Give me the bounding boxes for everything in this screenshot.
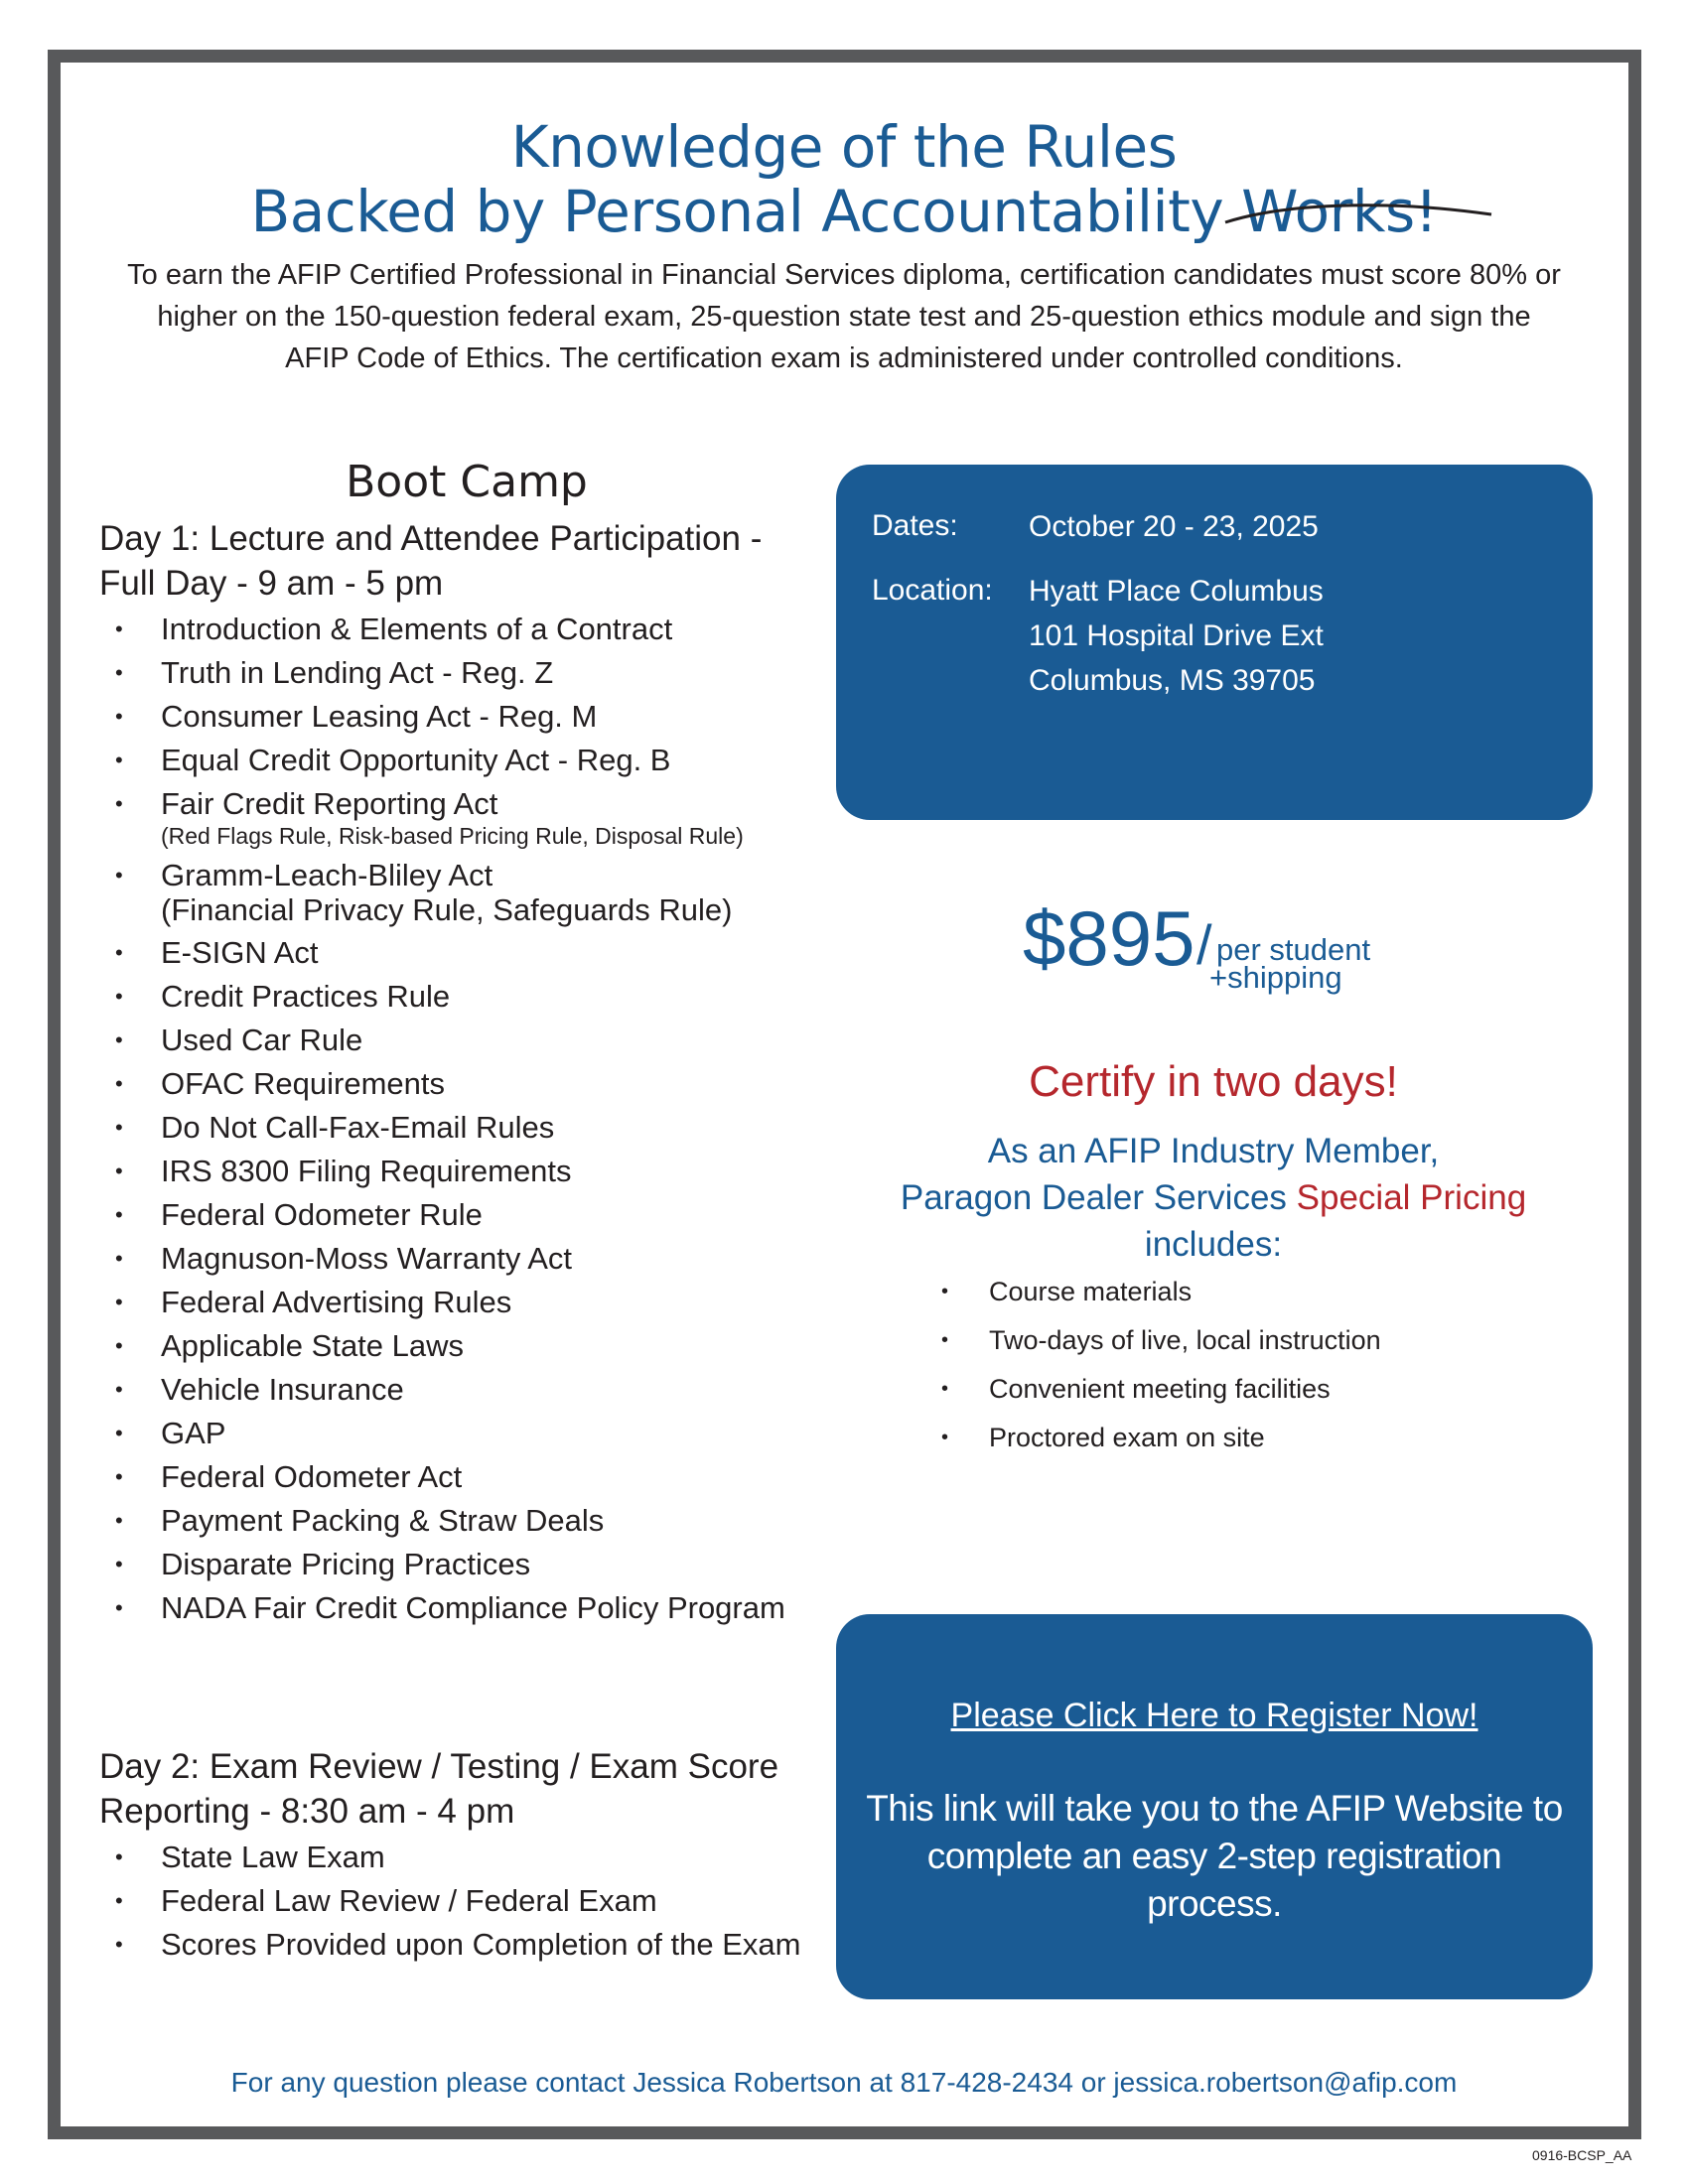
list-item: • Consumer Leasing Act - Reg. M	[99, 698, 834, 735]
price-amount: $895	[1023, 894, 1196, 982]
underline-swoosh-icon	[1221, 199, 1499, 228]
location-line-2: 101 Hospital Drive Ext	[1029, 619, 1324, 652]
boot-camp-title: Boot Camp	[346, 457, 588, 507]
price-per-student: per student	[1216, 932, 1371, 967]
contact-line: For any question please contact Jessica Robertson at 817-428-2434 or jessica.robertson@afip.com	[230, 2067, 1458, 2098]
certify-heading: Certify in two days!	[1029, 1057, 1398, 1106]
list-item: • OFAC Requirements	[99, 1065, 834, 1102]
headline-line-2: Backed by Personal Accountability Works!	[250, 178, 1438, 245]
day1-topic-list	[99, 611, 834, 1633]
list-item: • E-SIGN Act	[99, 934, 834, 971]
dates-label: Dates:	[872, 509, 958, 542]
list-item: • Gramm-Leach-Bliley Act (Financial Privacy Rule, Safeguards Rule)	[99, 857, 834, 927]
includes-list	[933, 1275, 1529, 1469]
list-item: • Equal Credit Opportunity Act - Reg. B	[99, 742, 834, 778]
list-item: • Federal Odometer Rule	[99, 1196, 834, 1233]
glb-subtopics: (Financial Privacy Rule, Safeguards Rule)	[161, 892, 733, 927]
price-block	[1023, 893, 1440, 1023]
location-line-3: Columbus, MS 39705	[1029, 664, 1316, 697]
price-slash: /	[1196, 913, 1212, 976]
list-item: • Federal Law Review / Federal Exam	[99, 1882, 834, 1919]
document-code: 0916-BCSP_AA	[1532, 2147, 1632, 2163]
location-label: Location:	[872, 574, 993, 607]
register-box[interactable]	[836, 1614, 1593, 1999]
list-item: • Applicable State Laws	[99, 1327, 834, 1364]
list-item: • Convenient meeting facilities	[933, 1372, 1529, 1406]
list-item: • Payment Packing & Straw Deals	[99, 1502, 834, 1539]
fcra-subtopics: (Red Flags Rule, Risk-based Pricing Rule, Disposal Rule)	[161, 823, 744, 849]
list-item: • Two-days of live, local instruction	[933, 1323, 1529, 1357]
list-item: • Federal Odometer Act	[99, 1458, 834, 1495]
register-link[interactable]: Please Click Here to Register Now!	[950, 1697, 1478, 1734]
register-description: This link will take you to the AFIP Website to complete an easy 2-step registration process.	[866, 1788, 1563, 1924]
day2-topic-list	[99, 1839, 834, 1970]
list-item: • Credit Practices Rule	[99, 978, 834, 1015]
event-details-box	[836, 465, 1593, 820]
dates-value: October 20 - 23, 2025	[1029, 510, 1319, 543]
intro-paragraph: To earn the AFIP Certified Professional in Financial Services diploma, certification candidates must score 80% or higher on the 150-question federal exam, 25-question state test and 25-question ethics module and sign the AFIP Code of Ethics. The certification exam is administered under controlled conditions.	[127, 259, 1561, 374]
list-item: • Disparate Pricing Practices	[99, 1546, 834, 1582]
day1-heading: Day 1: Lecture and Attendee Participation - Full Day - 9 am - 5 pm	[99, 519, 763, 603]
list-item: • NADA Fair Credit Compliance Policy Program	[99, 1589, 834, 1626]
list-item: • Proctored exam on site	[933, 1421, 1529, 1454]
location-line-1: Hyatt Place Columbus	[1029, 575, 1324, 608]
list-item: • Truth in Lending Act - Reg. Z	[99, 654, 834, 691]
list-item: • Scores Provided upon Completion of the Exam	[99, 1926, 834, 1963]
list-item: • Introduction & Elements of a Contract	[99, 611, 834, 647]
price-shipping: +shipping	[1209, 960, 1342, 995]
list-item: • Course materials	[933, 1275, 1529, 1308]
list-item: • Magnuson-Moss Warranty Act	[99, 1240, 834, 1277]
list-item: • Federal Advertising Rules	[99, 1284, 834, 1320]
member-pricing-text: As an AFIP Industry Member, Paragon Dealer Services Special Pricing includes:	[900, 1132, 1527, 1264]
list-item: • IRS 8300 Filing Requirements	[99, 1153, 834, 1189]
list-item: • GAP	[99, 1415, 834, 1451]
headline-line-1: Knowledge of the Rules	[510, 113, 1178, 181]
list-item: • Do Not Call-Fax-Email Rules	[99, 1109, 834, 1146]
list-item: • Used Car Rule	[99, 1022, 834, 1058]
day2-heading: Day 2: Exam Review / Testing / Exam Score Reporting - 8:30 am - 4 pm	[99, 1747, 779, 1831]
list-item: • Vehicle Insurance	[99, 1371, 834, 1408]
list-item: • State Law Exam	[99, 1839, 834, 1875]
list-item: • Fair Credit Reporting Act (Red Flags Rule, Risk-based Pricing Rule, Disposal Rule)	[99, 785, 834, 850]
